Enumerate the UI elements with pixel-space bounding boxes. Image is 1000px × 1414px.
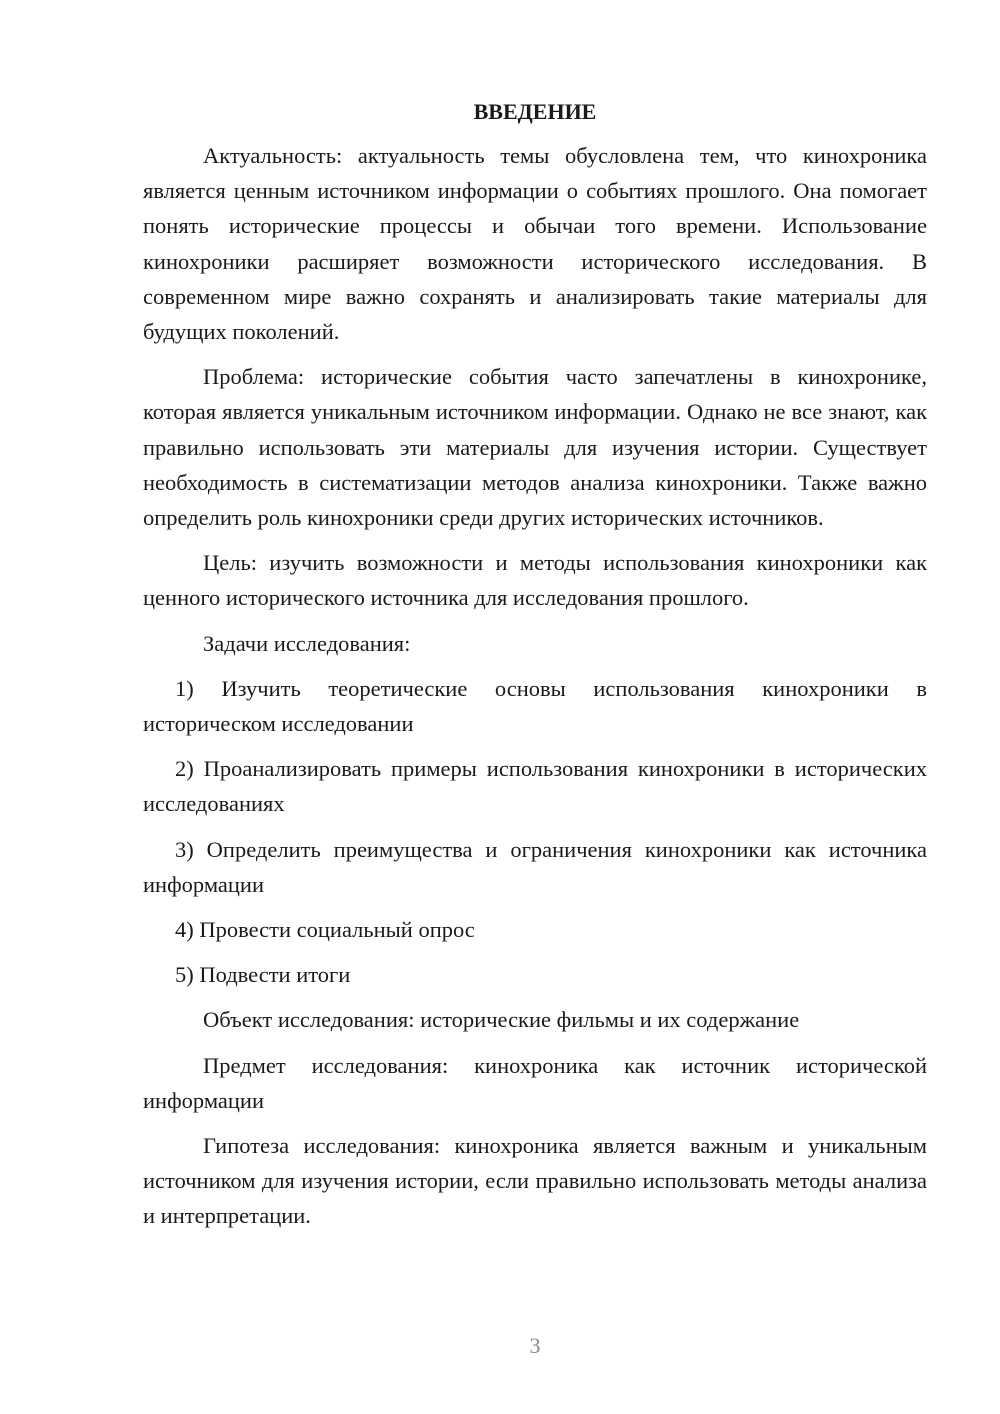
hypothesis-paragraph: Гипотеза исследования: кинохроника является важным и уникальным источником для изучения истории, если правильно использовать методы анализа и интерпретации. bbox=[143, 1133, 927, 1229]
task-item: 5) Подвести итоги bbox=[175, 962, 351, 988]
object-paragraph: Объект исследования: исторические фильмы и их содержание bbox=[203, 1007, 800, 1033]
problem-paragraph: Проблема: исторические события часто запечатлены в кинохронике, которая является уникальным источником информации. Однако не все знают, как правильно использовать эти материалы для изучения истории. Существует необходимость в систематизации методов анализа кинохроники. Также важно определить роль кинохроники среди других исторических источников. bbox=[143, 364, 927, 531]
document-body bbox=[143, 96, 927, 1244]
relevance-paragraph: Актуальность: актуальность темы обусловлена тем, что кинохроника является ценным источником информации о событиях прошлого. Она помогает понять исторические процессы и обычаи того времени. Использование кинохроники расширяет возможности исторического исследования. В современном мире важно сохранять и анализировать такие материалы для будущих поколений. bbox=[143, 143, 927, 345]
subject-paragraph: Предмет исследования: кинохроника как источник исторической информации bbox=[143, 1052, 927, 1113]
task-item: 3) Определить преимущества и ограничения кинохроники как источника информации bbox=[143, 836, 927, 897]
task-item: 4) Провести социальный опрос bbox=[175, 917, 475, 943]
task-item: 1) Изучить теоретические основы использования кинохроники в историческом исследовании bbox=[143, 675, 927, 737]
tasks-heading: Задачи исследования: bbox=[203, 630, 411, 656]
goal-paragraph: Цель: изучить возможности и методы использования кинохроники как ценного исторического источника для исследования прошлого. bbox=[143, 550, 927, 611]
page-number: 3 bbox=[529, 1333, 541, 1358]
task-item: 2) Проанализировать примеры использования кинохроники в исторических исследованиях bbox=[143, 756, 927, 817]
section-title: ВВЕДЕНИЕ bbox=[473, 99, 597, 124]
